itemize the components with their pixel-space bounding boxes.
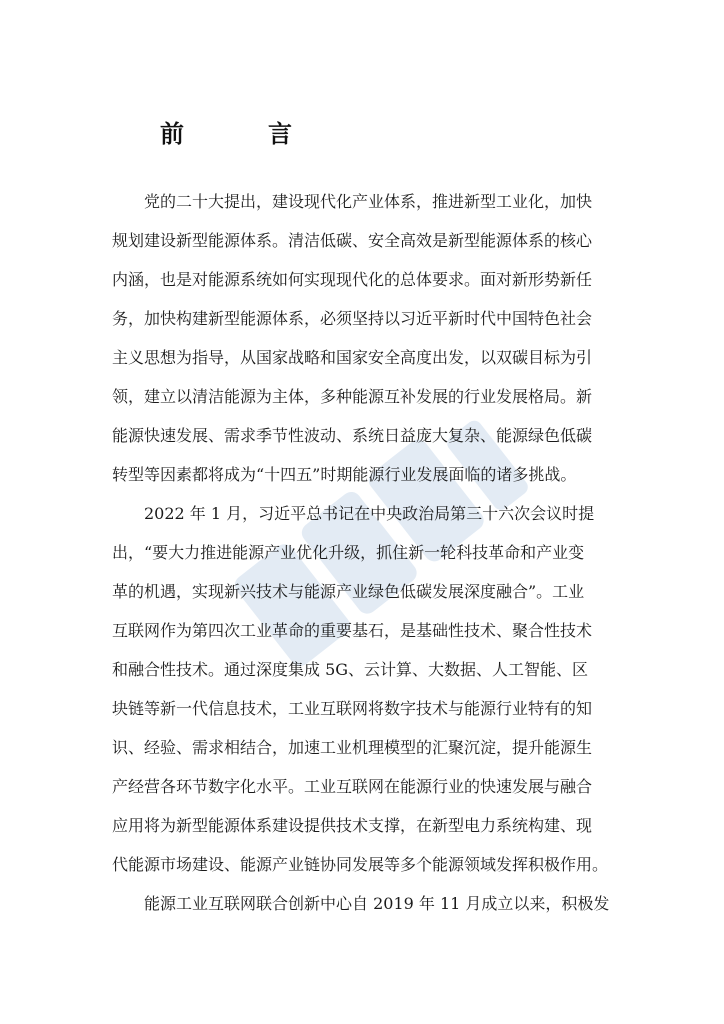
paragraph-line: 识、经验、需求相结合，加速工业机理模型的汇聚沉淀，提升能源生 <box>112 738 593 757</box>
paragraph-line: 能源工业互联网联合创新中心自 2019 年 11 月成立以来，积极发 <box>144 894 610 913</box>
paragraph-line: 党的二十大提出，建设现代化产业体系，推进新型工业化，加快 <box>144 192 593 211</box>
paragraph-line: 代能源市场建设、能源产业链协同发展等多个能源领域发挥积极作用。 <box>112 855 609 874</box>
paragraph-line: 领，建立以清洁能源为主体，多种能源互补发展的行业发展格局。新 <box>112 387 593 406</box>
paragraph-line: 转型等因素都将成为“十四五”时期能源行业发展面临的诸多挑战。 <box>112 465 577 484</box>
paragraph-line: 主义思想为指导，从国家战略和国家安全高度出发，以双碳目标为引 <box>112 348 593 367</box>
paragraph-line: 规划建设新型能源体系。清洁低碳、安全高效是新型能源体系的核心 <box>112 231 593 250</box>
paragraph-line: 能源快速发展、需求季节性波动、系统日益庞大复杂、能源绿色低碳 <box>112 426 593 445</box>
paragraph-line: 出，“要大力推进能源产业优化升级，抓住新一轮科技革命和产业变 <box>112 543 585 562</box>
paragraph-line: 和融合性技术。通过深度集成 5G、云计算、大数据、人工智能、区 <box>112 660 589 679</box>
paragraph-line: 革的机遇，实现新兴技术与能源产业绿色低碳发展深度融合”。工业 <box>112 582 585 601</box>
paragraph-line: 块链等新一代信息技术，工业互联网将数字技术与能源行业特有的知 <box>112 699 593 718</box>
paragraph-line: 互联网作为第四次工业革命的重要基石，是基础性技术、聚合性技术 <box>112 621 593 640</box>
paragraph-line: 内涵，也是对能源系统如何实现现代化的总体要求。面对新形势新任 <box>112 270 593 289</box>
paragraph-line: 应用将为新型能源体系建设提供技术支撑，在新型电力系统构建、现 <box>112 816 593 835</box>
page-title: 前 言 <box>160 119 322 148</box>
paragraph-line: 务，加快构建新型能源体系，必须坚持以习近平新时代中国特色社会 <box>112 309 593 328</box>
paragraph-line: 产经营各环节数字化水平。工业互联网在能源行业的快速发展与融合 <box>112 777 593 796</box>
paragraph-line: 2022 年 1 月，习近平总书记在中央政治局第三十六次会议时提 <box>144 504 595 523</box>
